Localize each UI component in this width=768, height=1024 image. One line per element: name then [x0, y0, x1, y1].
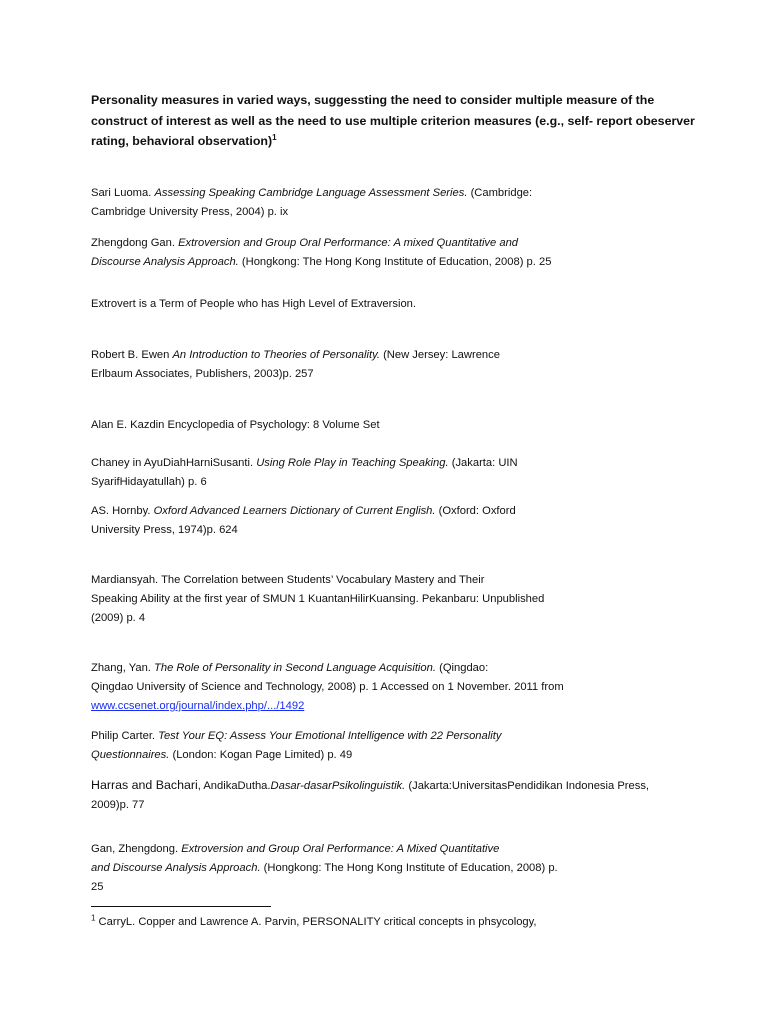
ref-author: Robert B. Ewen — [91, 349, 170, 361]
ref-publisher: (Jakarta: UIN — [451, 457, 518, 469]
ref-title: Discourse Analysis Approach. — [91, 256, 239, 268]
ref-title: Dasar-dasarPsikolinguistik. — [270, 780, 406, 792]
ref-author: Philip Carter. — [91, 730, 156, 742]
ref-title: Using Role Play in Teaching Speaking. — [256, 457, 449, 469]
lead-paragraph — [91, 90, 695, 152]
reference-entry — [91, 659, 681, 716]
footnote-marker[interactable]: 1 — [272, 132, 277, 142]
ref-line: Qingdao University of Science and Technology, 2008) p. 1 Accessed on 1 November. 2011 from — [91, 681, 564, 693]
ref-line: 2009)p. 77 — [91, 799, 145, 811]
footnote-text: CarryL. Copper and Lawrence A. Parvin, PERSONALITY critical concepts in phsycology, — [95, 916, 537, 928]
reference-entry — [91, 234, 681, 272]
reference-entry — [91, 184, 681, 222]
ref-publisher: (Oxford: Oxford — [438, 505, 516, 517]
ref-title: Extroversion and Group Oral Performance: A Mixed Quantitative — [181, 843, 500, 855]
ref-line: Speaking Ability at the first year of SMUN 1 KuantanHilirKuansing. Pekanbaru: Unpublished — [91, 593, 545, 605]
ref-line: Cambridge University Press, 2004) p. ix — [91, 206, 289, 218]
ref-author: Zhang, Yan. — [91, 662, 151, 674]
reference-entry — [91, 727, 681, 765]
ref-line: (2009) p. 4 — [91, 612, 146, 624]
ref-line: SyarifHidayatullah) p. 6 — [91, 476, 207, 488]
ref-line: 25 — [91, 881, 104, 893]
ref-title: Extroversion and Group Oral Performance: A mixed Quantitative and — [178, 237, 519, 249]
ref-line: University Press, 1974)p. 624 — [91, 524, 238, 536]
reference-entry — [91, 571, 681, 628]
reference-entry — [91, 454, 681, 492]
ref-title: Assessing Speaking Cambridge Language Assessment Series. — [154, 187, 468, 199]
ref-title: Oxford Advanced Learners Dictionary of Current English. — [153, 505, 436, 517]
ref-line: Extrovert is a Term of People who has High Level of Extraversion. — [91, 298, 417, 310]
ref-line: Erlbaum Associates, Publishers, 2003)p. 257 — [91, 368, 314, 380]
ref-title: The Role of Personality in Second Language Acquisition. — [154, 662, 436, 674]
ref-author: Gan, Zhengdong. — [91, 843, 179, 855]
ref-line: Alan E. Kazdin Encyclopedia of Psychology: 8 Volume Set — [91, 419, 380, 431]
ref-author: , AndikaDutha. — [197, 780, 271, 792]
lead-line: construct of interest as well as the need to use multiple criterion measures (e.g., self- report obeserver — [91, 113, 695, 128]
ref-author: Chaney in AyuDiahHarniSusanti. — [91, 457, 254, 469]
reference-entry — [91, 346, 681, 384]
ref-line: Mardiansyah. The Correlation between Students’ Vocabulary Mastery and Their — [91, 574, 485, 586]
ref-publisher: (Qingdao: — [439, 662, 489, 674]
ref-publisher: (New Jersey: Lawrence — [383, 349, 500, 361]
reference-entry — [91, 502, 681, 540]
source-link[interactable]: www.ccsenet.org/journal/index.php/.../1492 — [91, 700, 305, 712]
reference-entry — [91, 295, 681, 314]
ref-author: AS. Hornby. — [91, 505, 151, 517]
ref-author: Harras and Bachari — [91, 778, 198, 792]
lead-line: rating, behavioral observation)$^1$ — [91, 132, 277, 148]
footnote-number: 1 — [91, 913, 96, 923]
reference-entry — [91, 776, 681, 815]
ref-author: Zhengdong Gan. — [91, 237, 175, 249]
ref-publisher: (Cambridge: — [470, 187, 533, 199]
ref-title: An Introduction to Theories of Personality. — [172, 349, 380, 361]
ref-publisher: (Hongkong: The Hong Kong Institute of Education, 2008) p. 25 — [241, 256, 552, 268]
ref-publisher: (Hongkong: The Hong Kong Institute of Education, 2008) p. — [263, 862, 558, 874]
ref-title: Test Your EQ: Assess Your Emotional Intelligence with 22 Personality — [158, 730, 502, 742]
lead-line: Personality measures in varied ways, suggessting the need to consider multiple measure of the — [91, 93, 655, 107]
ref-publisher: (Jakarta:UniversitasPendidikan Indonesia Press, — [408, 780, 650, 792]
ref-author: Sari Luoma. — [91, 187, 152, 199]
reference-entry — [91, 840, 681, 897]
footnote — [91, 914, 691, 930]
ref-title: Questionnaires. — [91, 749, 170, 761]
ref-title: and Discourse Analysis Approach. — [91, 862, 261, 874]
ref-publisher: (London: Kogan Page Limited) p. 49 — [172, 749, 353, 761]
reference-entry — [91, 416, 681, 435]
footnote-divider — [91, 906, 271, 907]
